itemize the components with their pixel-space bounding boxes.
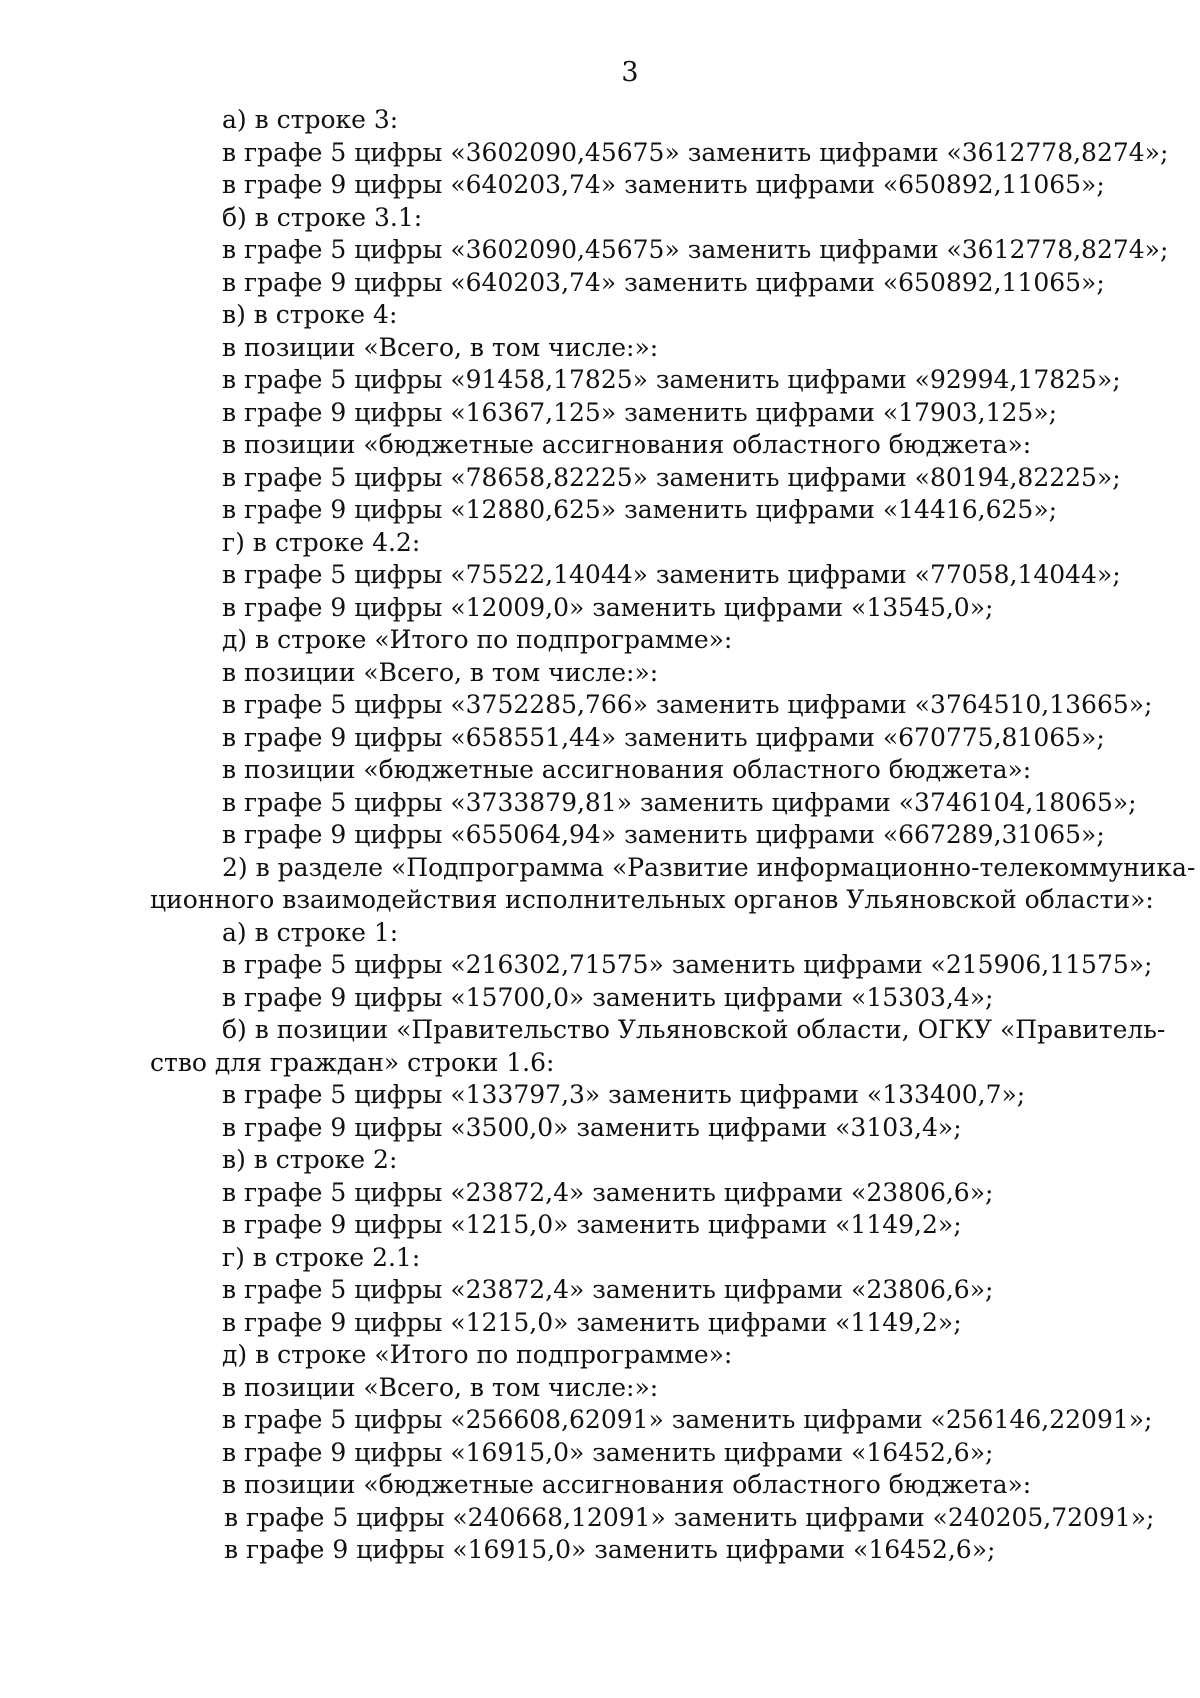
text-line: в графе 9 цифры «658551,44» заменить цифрами «670775,81065»; [222, 722, 1105, 752]
text-line: в графе 9 цифры «16915,0» заменить цифрами «16452,6»; [222, 1437, 994, 1467]
text-line: в графе 9 цифры «655064,94» заменить цифрами «667289,31065»; [222, 820, 1105, 849]
text-line: в графе 5 цифры «3752285,766» заменить цифрами «3764510,13665»; [222, 690, 1153, 719]
paragraph-continuation-line: ционного взаимодействия исполнительных органов Ульяновской области»: [150, 885, 1154, 914]
paragraph-first-line: 2) в разделе «Подпрограмма «Развитие информационно-телекоммуника- [222, 852, 1196, 882]
text-line: в позиции «Всего, в том числе:»: [222, 657, 659, 687]
text-line: в графе 5 цифры «3733879,81» заменить цифрами «3746104,18065»; [222, 787, 1137, 817]
text-line: г) в строке 2.1: [222, 1242, 421, 1272]
text-line: в графе 9 цифры «12880,625» заменить цифрами «14416,625»; [222, 495, 1058, 524]
text-line: в графе 9 цифры «1215,0» заменить цифрами «1149,2»; [222, 1210, 962, 1239]
page-number: 3 [621, 57, 639, 88]
text-line: в позиции «бюджетные ассигнования областного бюджета»: [222, 1470, 1032, 1499]
text-line: в графе 5 цифры «23872,4» заменить цифрами «23806,6»; [222, 1275, 994, 1304]
text-line: в графе 5 цифры «133797,3» заменить цифрами «133400,7»; [222, 1080, 1026, 1109]
text-line: в позиции «Всего, в том числе:»: [222, 332, 659, 362]
text-line: в графе 9 цифры «640203,74» заменить цифрами «650892,11065»; [222, 267, 1105, 297]
text-line: в графе 5 цифры «91458,17825» заменить цифрами «92994,17825»; [222, 365, 1121, 394]
text-line: в графе 9 цифры «12009,0» заменить цифрами «13545,0»; [222, 592, 994, 622]
text-line: в) в строке 4: [222, 300, 398, 329]
text-line: а) в строке 1: [222, 917, 399, 947]
text-line: в графе 5 цифры «23872,4» заменить цифрами «23806,6»; [222, 1177, 994, 1207]
paragraph-first-line: б) в позиции «Правительство Ульяновской области, ОГКУ «Правитель- [222, 1015, 1166, 1044]
text-line: д) в строке «Итого по подпрограмме»: [222, 1340, 733, 1369]
text-line: в) в строке 2: [222, 1145, 398, 1174]
text-line: в позиции «бюджетные ассигнования областного бюджета»: [222, 755, 1032, 784]
text-line: в графе 9 цифры «16367,125» заменить цифрами «17903,125»; [222, 397, 1058, 427]
text-line: в графе 5 цифры «3602090,45675» заменить цифрами «3612778,8274»; [222, 137, 1169, 167]
document-body [150, 104, 1196, 1567]
text-line: г) в строке 4.2: [222, 527, 421, 557]
text-line: в позиции «Всего, в том числе:»: [222, 1372, 659, 1402]
text-line: в графе 9 цифры «16915,0» заменить цифрами «16452,6»; [224, 1535, 996, 1564]
text-line: в позиции «бюджетные ассигнования областного бюджета»: [222, 430, 1032, 459]
text-line: в графе 5 цифры «256608,62091» заменить цифрами «256146,22091»; [222, 1405, 1153, 1434]
text-line: в графе 5 цифры «75522,14044» заменить цифрами «77058,14044»; [222, 560, 1121, 589]
text-line: в графе 5 цифры «78658,82225» заменить цифрами «80194,82225»; [222, 462, 1121, 492]
text-line: в графе 9 цифры «640203,74» заменить цифрами «650892,11065»; [222, 170, 1105, 199]
text-line: в графе 9 цифры «1215,0» заменить цифрами «1149,2»; [222, 1307, 962, 1337]
text-line: в графе 5 цифры «240668,12091» заменить цифрами «240205,72091»; [224, 1502, 1155, 1532]
paragraph-continuation-line: ство для граждан» строки 1.6: [150, 1047, 555, 1077]
text-line: в графе 5 цифры «216302,71575» заменить цифрами «215906,11575»; [222, 950, 1153, 979]
text-line: в графе 9 цифры «3500,0» заменить цифрами «3103,4»; [222, 1112, 962, 1142]
text-line: в графе 5 цифры «3602090,45675» заменить цифрами «3612778,8274»; [222, 235, 1169, 264]
text-line: д) в строке «Итого по подпрограмме»: [222, 625, 733, 654]
text-line: в графе 9 цифры «15700,0» заменить цифрами «15303,4»; [222, 982, 994, 1012]
text-line: а) в строке 3: [222, 105, 399, 134]
text-line: б) в строке 3.1: [222, 202, 423, 232]
